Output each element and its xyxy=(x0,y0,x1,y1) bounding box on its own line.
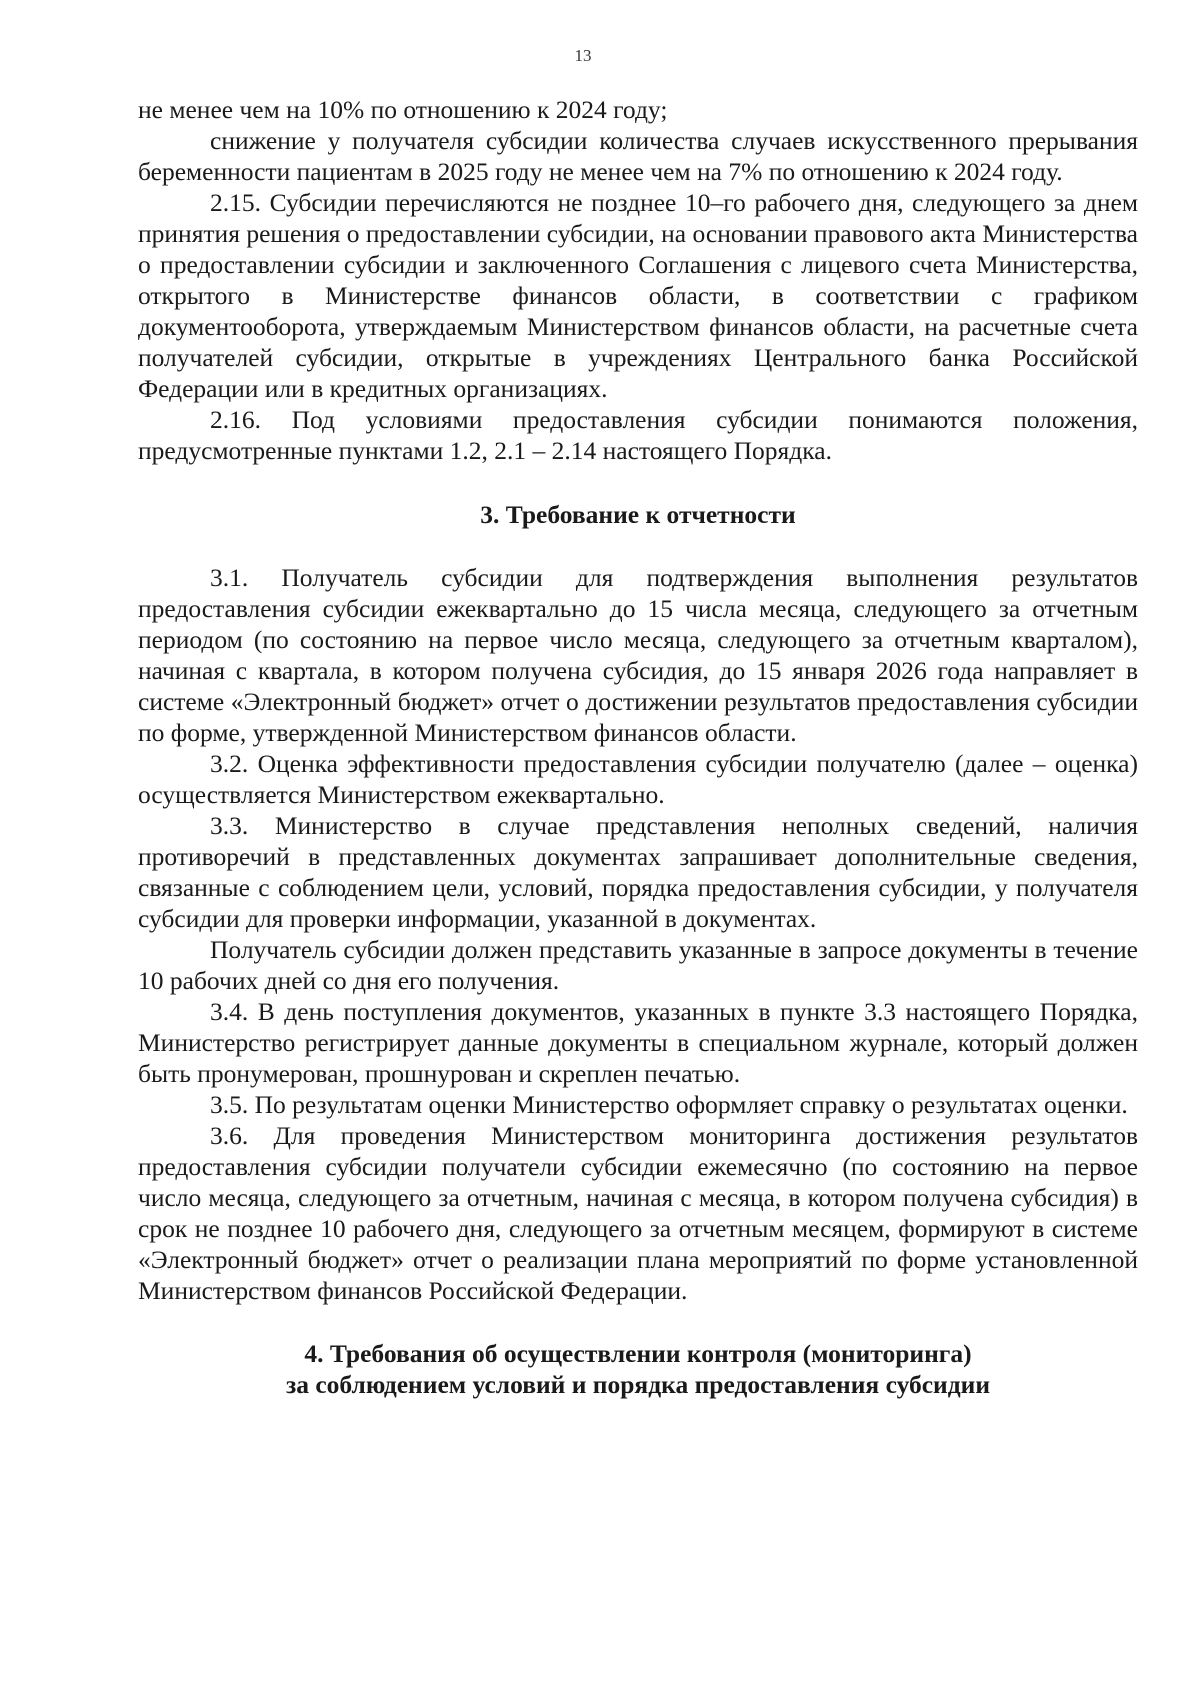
paragraph-3-6: 3.6. Для проведения Министерством мониторинга достижения результатов предоставления субсидии получатели субсидии ежемесячно (по состоянию на первое число месяца, следующего за отчетным, начиная с месяца, в котором получена субсидия) в срок не позднее 10 рабочего дня, следующего за отчетным месяцем, формируют в системе «Электронный бюджет» отчет о реализации плана мероприятий по форме установленной Министерством финансов Российской Федерации. xyxy=(138,1121,1138,1305)
section-4-heading-line-2: за соблюдением условий и порядка предоставления субсидии xyxy=(285,1370,991,1399)
section-4-heading xyxy=(138,1338,1138,1400)
section-4-heading-line-1: 4. Требования об осуществлении контроля (мониторинга) xyxy=(304,1339,972,1368)
paragraph-3-2: 3.2. Оценка эффективности предоставления субсидии получателю (далее – оценка) осуществляется Министерством ежеквартально. xyxy=(138,749,1138,809)
page-number: 13 xyxy=(574,46,592,65)
document-body xyxy=(138,94,1138,1400)
paragraph-2-16: 2.16. Под условиями предоставления субсидии понимаются положения, предусмотренные пунктами 1.2, 2.1 – 2.14 настоящего Порядка. xyxy=(138,405,1138,465)
paragraph-3-4: 3.4. В день поступления документов, указанных в пункте 3.3 настоящего Порядка, Министерство регистрирует данные документы в специальном журнале, который должен быть пронумерован, прошнурован и скреплен печатью. xyxy=(138,997,1138,1088)
paragraph-abortion-reduction: снижение у получателя субсидии количества случаев искусственного прерывания беременности пациентам в 2025 году не менее чем на 7% по отношению к 2024 году. xyxy=(138,126,1138,186)
paragraph-3-3: 3.3. Министерство в случае представления неполных сведений, наличия противоречий в представленных документах запрашивает дополнительные сведения, связанные с соблюдением цели, условий, порядка предоставления субсидии, у получателя субсидии для проверки информации, указанной в документах. xyxy=(138,811,1138,933)
continuation-line: не менее чем на 10% по отношению к 2024 году; xyxy=(138,95,668,124)
paragraph-3-3-response: Получатель субсидии должен представить указанные в запросе документы в течение 10 рабочих дней со дня его получения. xyxy=(138,935,1138,995)
paragraph-3-5: 3.5. По результатам оценки Министерство оформляет справку о результатах оценки. xyxy=(210,1090,1128,1119)
section-3-heading: 3. Требование к отчетности xyxy=(480,500,796,529)
paragraph-3-1: 3.1. Получатель субсидии для подтверждения выполнения результатов предоставления субсидии ежеквартально до 15 числа месяца, следующего за отчетным периодом (по состоянию на первое число месяца, следующего за отчетным кварталом), начиная с квартала, в котором получена субсидия, до 15 января 2026 года направляет в системе «Электронный бюджет» отчет о достижении результатов предоставления субсидии по форме, утвержденной Министерством финансов области. xyxy=(138,563,1138,747)
paragraph-2-15: 2.15. Субсидии перечисляются не позднее 10–го рабочего дня, следующего за днем принятия решения о предоставлении субсидии, на основании правового акта Министерства о предоставлении субсидии и заключенного Соглашения с лицевого счета Министерства, открытого в Министерстве финансов области, в соответствии с графиком документооборота, утверждаемым Министерством финансов области, на расчетные счета получателей субсидии, открытые в учреждениях Центрального банка Российской Федерации или в кредитных организациях. xyxy=(138,188,1138,403)
